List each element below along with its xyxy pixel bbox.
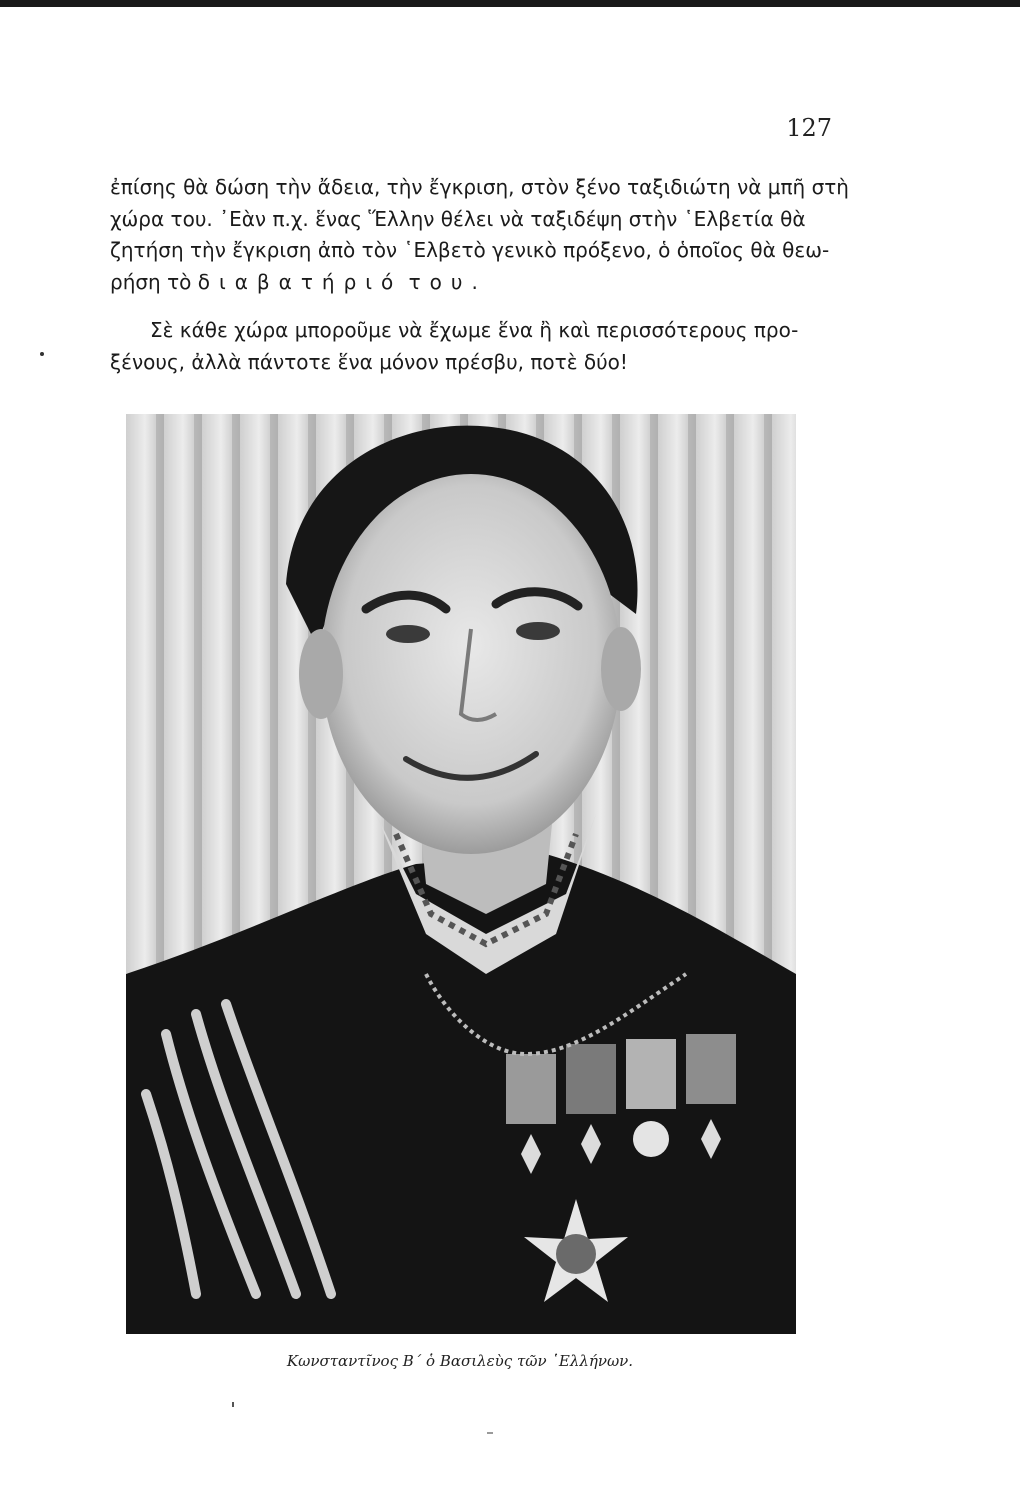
paragraph-1-line-1: ἐπίσης θὰ δώση τὴν ἄδεια, τὴν ἔγκριση, στὸν ξένο ταξιδιώτη νὰ μπῆ στὴ	[110, 175, 849, 199]
paragraph-1-line-4-end: του.	[408, 269, 487, 294]
paragraph-2-line-1-text: Σὲ κάθε χώρα μποροῦμε νὰ ἔχωμε ἕνα ἢ καὶ περισσότερους πρo-	[150, 318, 799, 342]
figure-caption: Κωνσταντῖνος Β΄ ὁ Βασιλεὺς τῶν ῾Ελλήνων.	[286, 1352, 634, 1370]
scan-speck	[487, 1432, 493, 1434]
portrait-illustration	[126, 414, 796, 1334]
paragraph-1-line-2: χώρα του. ᾿Εὰν π.χ. ἕνας Ἕλλην θέλει νὰ ταξιδέψη στὴν ῾Ελβετία θὰ	[110, 206, 806, 231]
scan-speck	[232, 1402, 234, 1407]
spaced-word-passport: διαβατήριό	[197, 269, 403, 294]
body-text	[110, 172, 849, 378]
margin-dot	[40, 352, 44, 356]
portrait-photo	[126, 414, 796, 1334]
paragraph-1-line-4-start: ρήση τὸ	[110, 269, 192, 294]
paragraph-2-line-2: ξένους, ἀλλὰ πάντοτε ἕνα μόνον πρέσβυ, ποτὲ δύο!	[110, 349, 628, 374]
page-number: 127	[786, 114, 832, 142]
paragraph-1-line-4	[110, 267, 832, 299]
page-top-edge	[0, 0, 1020, 7]
paragraph-2-line-1	[110, 315, 832, 347]
paragraph-1-line-3: ζητήση τὴν ἔγκριση ἀπὸ τὸν ῾Ελβετὸ γενικὸ πρόξενο, ὁ ὁποῖος θὰ θεω-	[110, 238, 830, 262]
face	[321, 474, 621, 854]
